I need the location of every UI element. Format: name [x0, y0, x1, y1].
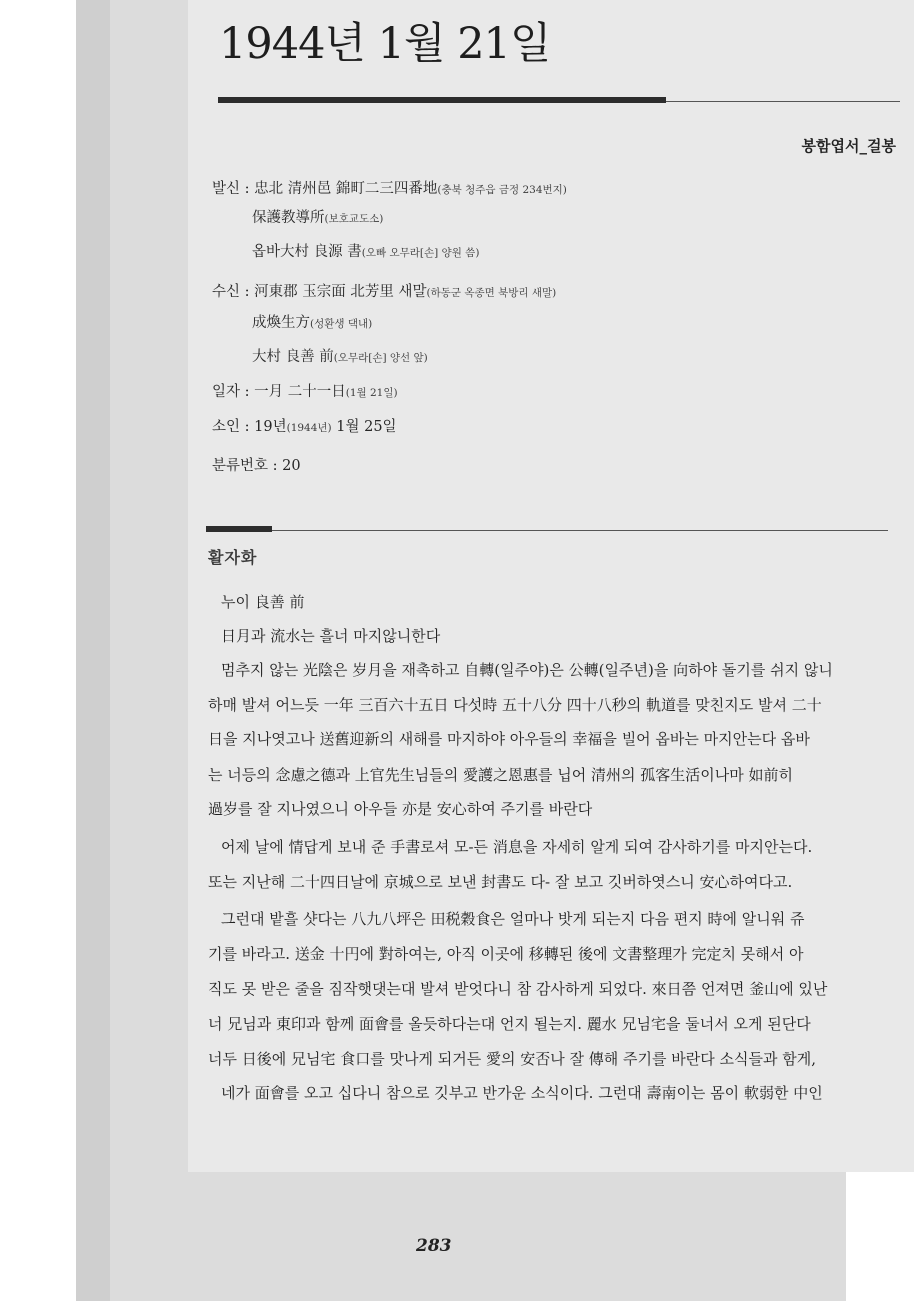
transcription-line: 너두 日後에 兄님宅 食口를 맛나게 되거든 愛의 安否나 잘 傳해 주기를 바란다 소식들과 함게, — [208, 1050, 816, 1068]
transcription-line: 또는 지난해 二十四日날에 京城으로 보낸 封書도 다- 잘 보고 깃버하엿스니 安心하여다고. — [208, 873, 793, 891]
classification-label: 분류번호 : — [212, 458, 283, 474]
recipient-household-note: (성환생 댁내) — [310, 318, 373, 330]
transcription-line: 누이 良善 前 — [221, 593, 305, 611]
date-line — [212, 380, 398, 401]
date-value: 一月 二十一日 — [254, 384, 346, 400]
transcription-line: 過岁를 잘 지나였으니 아우들 亦是 安心하여 주기를 바란다 — [208, 800, 593, 818]
sender-line-1 — [212, 177, 567, 198]
transcription-line: 日月과 流水는 흘너 마지않니한다 — [221, 627, 441, 645]
recipient-line-2 — [252, 311, 372, 332]
section-title: 활자화 — [208, 548, 258, 567]
transcription-line: 너 兄님과 東印과 함께 面會를 올듯하다는대 언지 될는지. 麗水 兄님宅을 둘너서 오게 된단다 — [208, 1015, 811, 1033]
document-type-label: 봉함엽서_걸봉 — [801, 137, 896, 155]
book-page — [76, 0, 896, 1301]
recipient-name: 大村 良善 前 — [252, 349, 334, 365]
date-label: 일자 : — [212, 384, 255, 400]
recipient-address: 河東郡 玉宗面 北芳里 새말 — [254, 284, 427, 300]
sender-address-note: (충북 청주읍 금정 234번지) — [437, 184, 567, 196]
section-heading-rule — [272, 530, 888, 531]
page-title: 1944년 1월 21일 — [219, 19, 551, 69]
sender-address: 忠北 清州邑 錦町二三四番地 — [254, 181, 438, 197]
transcription-line: 하매 발셔 어느듯 一年 三百六十五日 다섯時 五十八分 四十八秒의 軌道를 맞친지도 발셔 二十 — [208, 696, 822, 714]
title-underline-rule — [666, 101, 900, 102]
sender-label: 발신 : — [212, 181, 255, 197]
page-number: 283 — [416, 1236, 452, 1256]
recipient-name-note: (오무라[손] 양선 앞) — [333, 352, 428, 364]
recipient-line-3 — [252, 345, 428, 366]
transcription-line: 日을 지나엿고나 送舊迎新의 새해를 마지하야 아우들의 幸福을 빌어 옵바는 마지안는다 옵바 — [208, 730, 810, 748]
sender-name-note: (오빠 오무라[손] 양원 씀) — [361, 247, 480, 259]
transcription-line: 는 너등의 念慮之德과 上官先生님들의 愛護之恩惠를 닙어 清州의 孤客生活이나마 如前히 — [208, 766, 793, 784]
date-note: (1월 21일) — [345, 387, 398, 399]
recipient-address-note: (하동군 옥종면 북방리 새말) — [426, 287, 557, 299]
recipient-label: 수신 : — [212, 284, 255, 300]
transcription-line: 네가 面會를 오고 십다니 참으로 깃부고 반가운 소식이다. 그런대 壽南이는 몸이 軟弱한 中인 — [221, 1084, 823, 1102]
section-heading-bar — [206, 526, 272, 532]
transcription-line: 멈추지 않는 光陰은 岁月을 재촉하고 自轉(일주야)은 公轉(일주년)을 向하야 돌기를 쉬지 않니 — [221, 661, 833, 679]
recipient-line-1 — [212, 280, 556, 301]
sender-institution-note: (보호교도소) — [324, 213, 384, 225]
sender-name: 옵바大村 良源 書 — [252, 244, 362, 260]
sender-line-2 — [252, 206, 383, 227]
page-content-area — [188, 0, 914, 1172]
transcription-line: 어제 날에 情답게 보내 준 手書로셔 모-든 消息을 자세히 알게 되여 감사하기를 마지안는다. — [221, 838, 813, 856]
classification-line — [212, 454, 301, 475]
sender-institution: 保護教導所 — [252, 210, 325, 226]
classification-value: 20 — [282, 458, 301, 474]
postmark-label: 소인 : — [212, 419, 255, 435]
postmark-date: 1월 25일 — [331, 419, 397, 435]
title-underline-bar — [218, 97, 666, 103]
sender-line-3 — [252, 240, 479, 261]
transcription-line: 직도 못 받은 줄을 짐작햇댓는대 발셔 받엇다니 참 감사하게 되었다. 來日쯤 언져면 釜山에 있난 — [208, 980, 828, 998]
page-gutter-shadow — [76, 0, 110, 1301]
transcription-line: 기를 바라고. 送金 十円에 對하여는, 아직 이곳에 移轉된 後에 文書整理가 完定치 못해서 아 — [208, 945, 804, 963]
postmark-year: 19년 — [254, 419, 287, 435]
recipient-household: 成煥生方 — [252, 315, 310, 331]
transcription-line: 그런대 밭흘 샷다는 八九八坪은 田税穀食은 얼마나 밧게 되는지 다음 편지 時에 알니워 쥬 — [221, 910, 805, 928]
postmark-note: (1944년) — [286, 422, 332, 434]
postmark-line — [212, 415, 397, 436]
